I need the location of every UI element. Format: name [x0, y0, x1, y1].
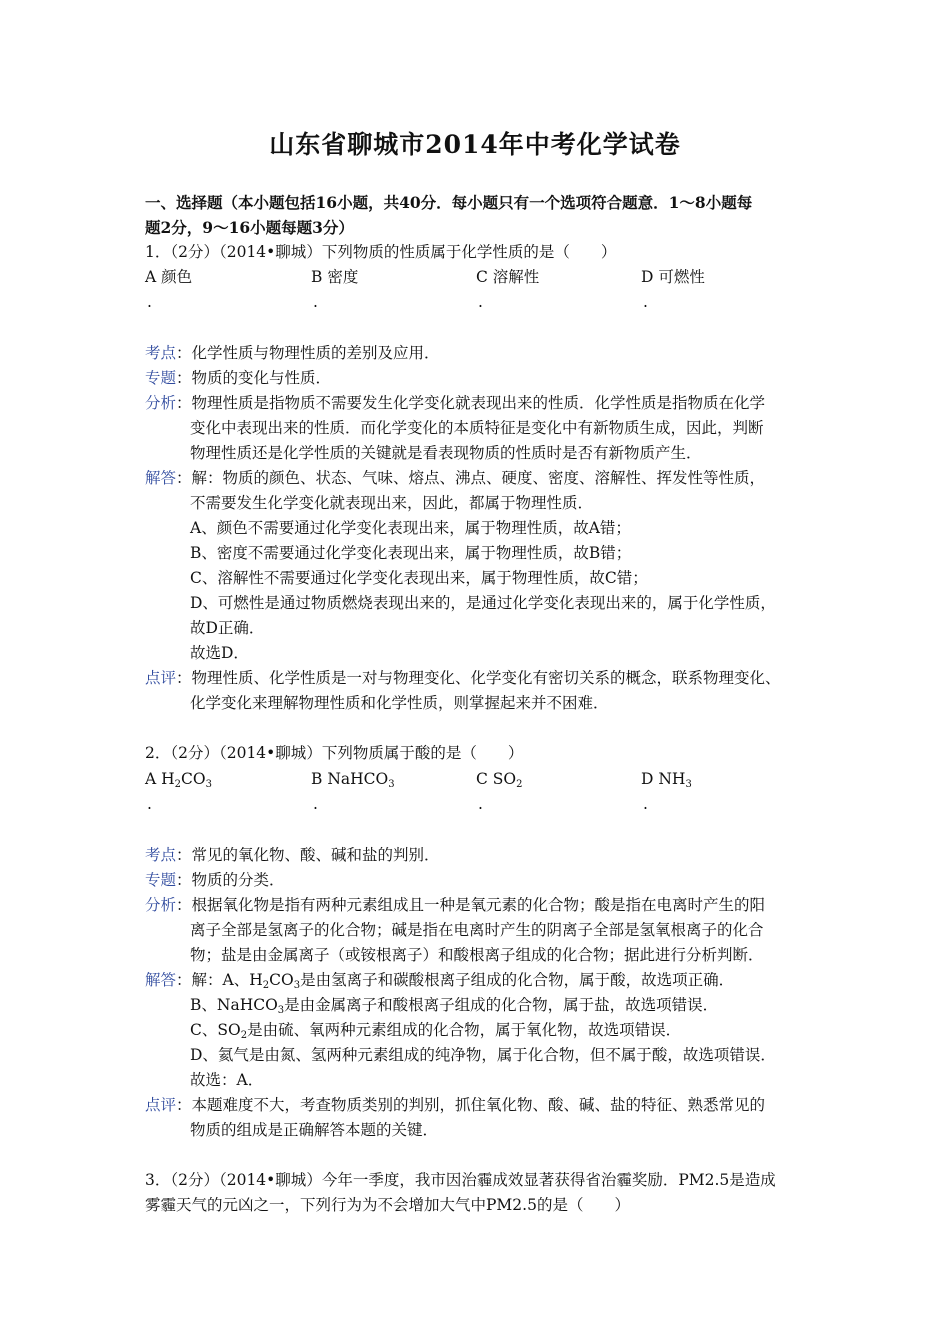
section-heading-line-1: 一、选择题（本小题包括16小题，共40分．每小题只有一个选项符合题意．1～8小题每 [145, 193, 753, 212]
q2-option-c-dot: . [478, 795, 483, 813]
q1-option-a-dot: . [147, 293, 152, 311]
q2-dianping: 点评：本题难度不大，考查物质类别的判别，抓住氧化物、酸、碱、盐的特征、熟悉常见的 [145, 1096, 766, 1114]
q1-option-a: A 颜色 [145, 268, 193, 286]
q1-option-b-dot: . [313, 293, 318, 311]
zhuanti-label: 专题 [145, 369, 177, 387]
q1-jieda-line-7: 故D正确． [190, 619, 265, 637]
jieda-label: 解答 [145, 971, 177, 989]
q2-jieda: 解答：解：A、$H_2CO_3$是由氢离子和碳酸根离子组成的化合物，属于酸，故选项正确． [145, 971, 735, 991]
q2-option-c: C $SO_2$ [476, 770, 523, 790]
q2-option-a-dot: . [147, 795, 152, 813]
q2-jieda-line-3: C、$SO_2$是由硫、氧两种元素组成的化合物，属于氧化物，故选项错误． [190, 1021, 682, 1041]
fenxi-label: 分析 [145, 394, 177, 412]
q1-option-d: D 可燃性 [641, 268, 705, 286]
q2-kaodian: 考点：常见的氧化物、酸、碱和盐的判别． [145, 846, 440, 864]
zhuanti-label: 专题 [145, 871, 177, 889]
q1-fenxi: 分析：物理性质是指物质不需要发生化学变化就表现出来的性质．化学性质是指物质在化学 [145, 394, 766, 412]
q2-option-d: D $NH_3$ [641, 770, 692, 790]
q3-stem-line-2: 雾霾天气的元凶之一，下列行为为不会增加大气中PM2.5的是（ ） [145, 1196, 630, 1214]
q2-jieda-line-2: B、NaHCO$_3$是由金属离子和酸根离子组成的化合物，属于盐，故选项错误． [190, 996, 719, 1016]
q1-jieda: 解答：解：物质的颜色、状态、气味、熔点、沸点、硬度、密度、溶解性、挥发性等性质， [145, 469, 766, 487]
fenxi-label: 分析 [145, 896, 177, 914]
q1-stem: 1．（2分）（2014•聊城）下列物质的性质属于化学性质的是（ ） [145, 243, 617, 261]
dianping-label: 点评 [145, 1096, 177, 1114]
q1-dianping: 点评：物理性质、化学性质是一对与物理变化、化学变化有密切关系的概念，联系物理变化、 [145, 669, 781, 687]
jieda-label: 解答 [145, 469, 177, 487]
q1-dianping-line-2: 化学变化来理解物理性质和化学性质，则掌握起来并不困难． [190, 694, 609, 712]
q2-dianping-line-2: 物质的组成是正确解答本题的关键． [190, 1121, 439, 1139]
q1-option-c: C 溶解性 [476, 268, 540, 286]
page-title: 山东省聊城市2014年中考化学试卷 [269, 130, 681, 159]
q1-jieda-line-4: B、密度不需要通过化学变化表现出来，属于物理性质，故B错； [190, 544, 632, 562]
q1-kaodian: 考点：化学性质与物理性质的差别及应用． [145, 344, 440, 362]
q2-jieda-line-5: 故选：A． [190, 1071, 264, 1089]
q2-option-b-dot: . [313, 795, 318, 813]
q2-fenxi-line-2: 离子全部是氢离子的化合物；碱是指在电离时产生的阴离子全部是氢氧根离子的化合 [190, 921, 764, 939]
q2-option-a: A $H_2CO_3$ [145, 770, 212, 790]
q1-jieda-line-3: A、颜色不需要通过化学变化表现出来，属于物理性质，故A错； [190, 519, 631, 537]
q2-fenxi: 分析：根据氧化物是指有两种元素组成且一种是氧元素的化合物；酸是指在电离时产生的阳 [145, 896, 766, 914]
dianping-label: 点评 [145, 669, 177, 687]
q2-stem: 2．（2分）（2014•聊城）下列物质属于酸的是（ ） [145, 744, 524, 762]
q1-jieda-line-8: 故选D． [190, 644, 249, 662]
q1-jieda-line-5: C、溶解性不需要通过化学变化表现出来，属于物理性质，故C错； [190, 569, 648, 587]
q1-fenxi-line-3: 物理性质还是化学性质的关键就是看表现物质的性质时是否有新物质产生． [190, 444, 702, 462]
q2-jieda-line-4: D、氦气是由氮、氢两种元素组成的纯净物，属于化合物，但不属于酸，故选项错误． [190, 1046, 776, 1064]
q3-stem-line-1: 3．（2分）（2014•聊城）今年一季度，我市因治霾成效显著获得省治霾奖励．PM2.5是造成 [145, 1171, 776, 1189]
q2-zhuanti: 专题：物质的分类． [145, 871, 285, 889]
q1-option-d-dot: . [643, 293, 648, 311]
kaodian-label: 考点 [145, 344, 177, 362]
q1-zhuanti: 专题：物质的变化与性质． [145, 369, 332, 387]
section-heading-line-2: 题2分，9～16小题每题3分） [145, 218, 354, 237]
q1-jieda-line-6: D、可燃性是通过物质燃烧表现出来的，是通过化学变化表现出来的，属于化学性质， [190, 594, 776, 612]
q2-fenxi-line-3: 物；盐是由金属离子（或铵根离子）和酸根离子组成的化合物；据此进行分析判断． [190, 946, 764, 964]
q1-jieda-line-2: 不需要发生化学变化就表现出来，因此，都属于物理性质． [190, 494, 594, 512]
q1-fenxi-line-2: 变化中表现出来的性质．而化学变化的本质特征是变化中有新物质生成，因此，判断 [190, 419, 764, 437]
kaodian-label: 考点 [145, 846, 177, 864]
q1-option-c-dot: . [478, 293, 483, 311]
q2-option-d-dot: . [643, 795, 648, 813]
q1-option-b: B 密度 [311, 268, 359, 286]
q2-option-b: B NaHCO$_3$ [311, 770, 395, 790]
